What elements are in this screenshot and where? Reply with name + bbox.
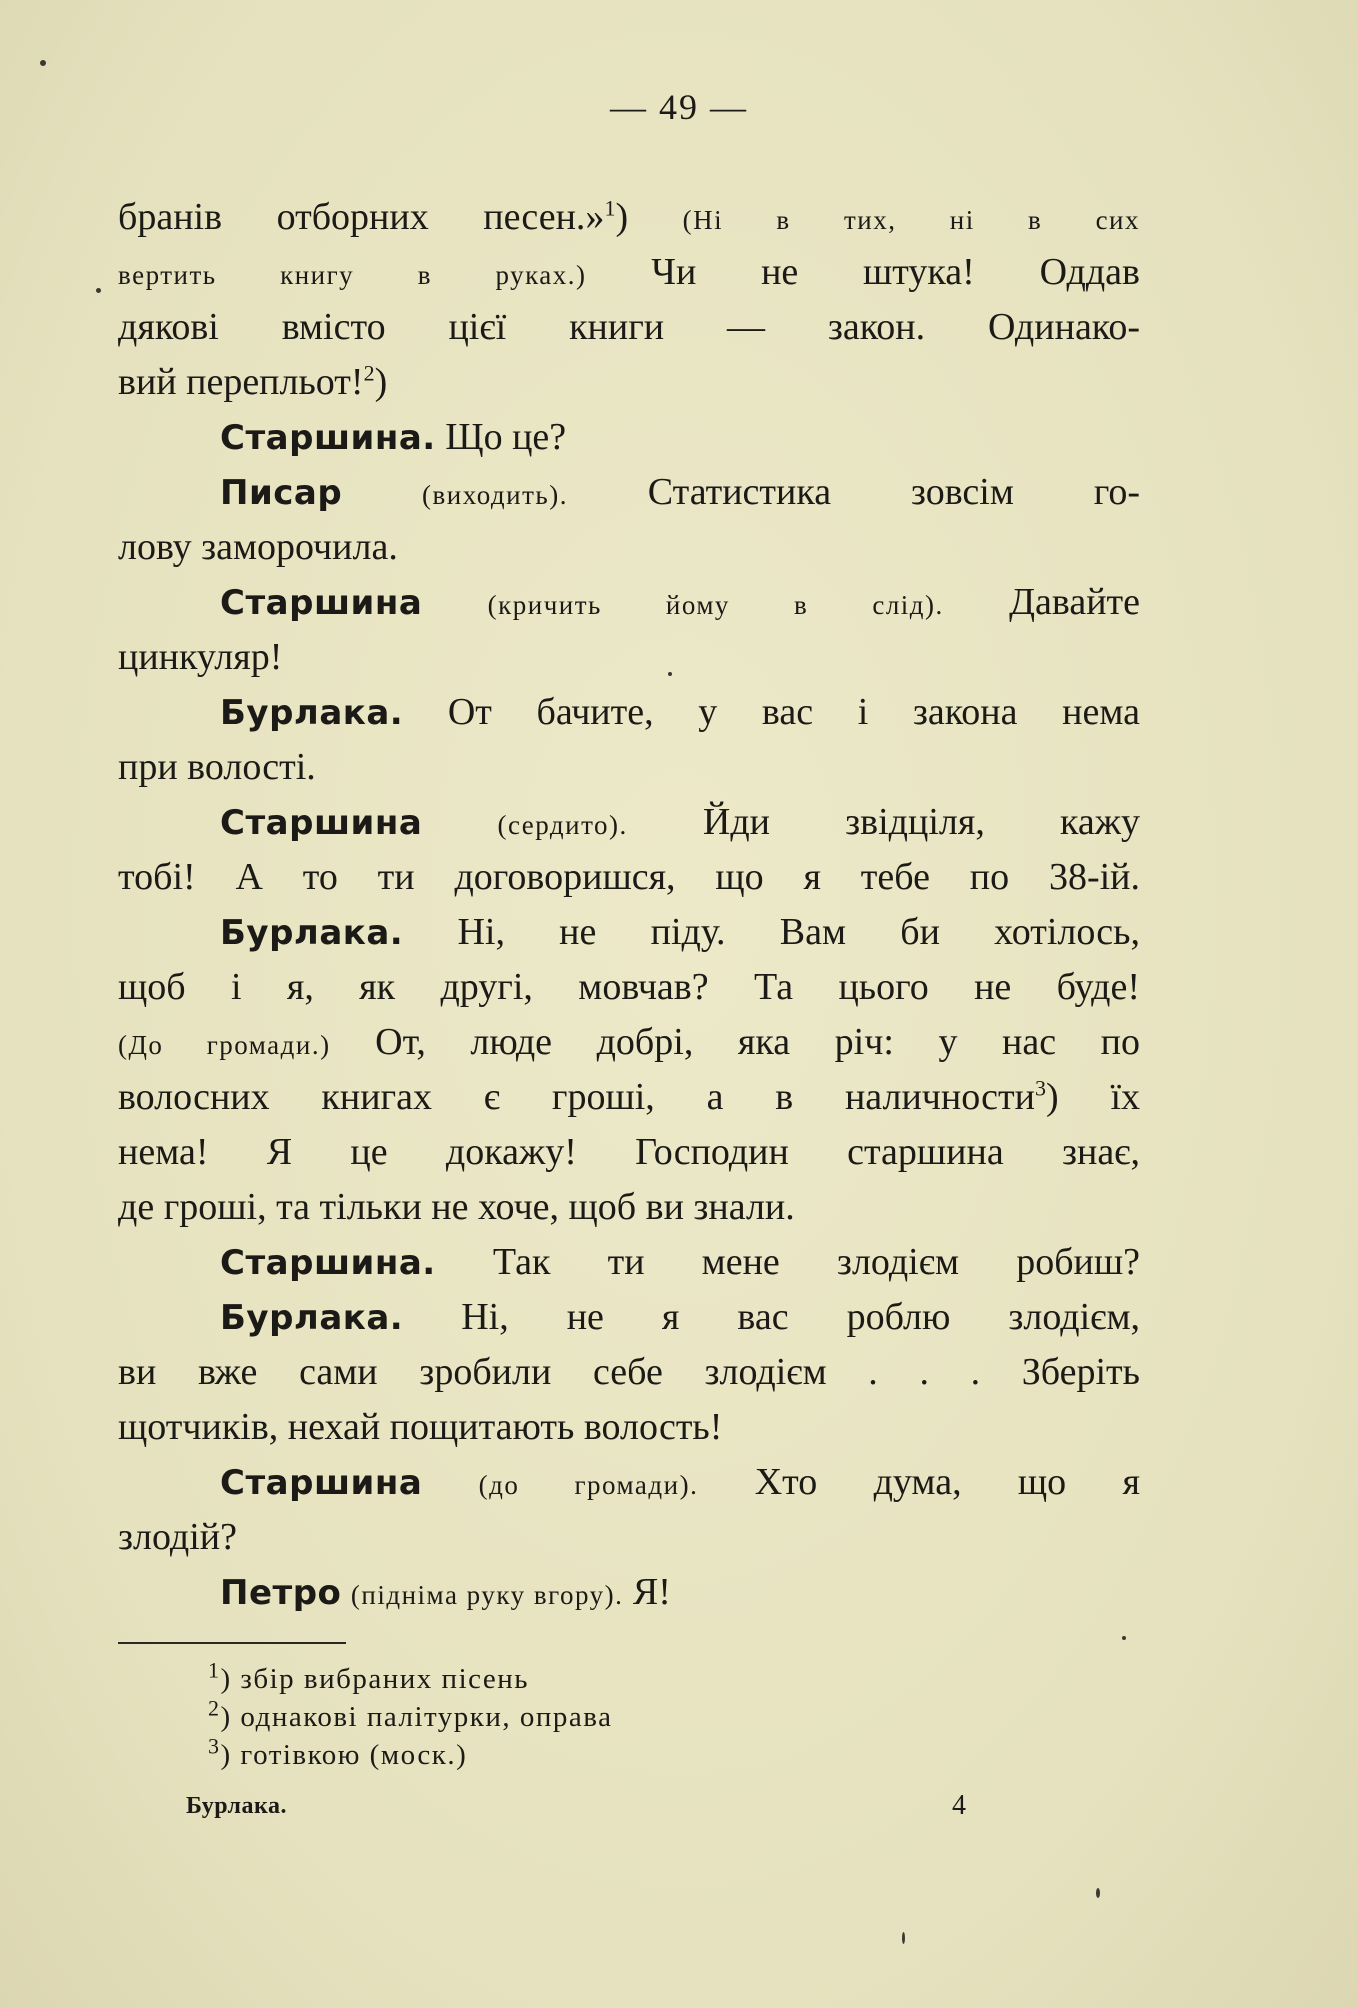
dialogue-text: ) їх	[1046, 1076, 1140, 1118]
sheet-mark: 4	[952, 1790, 966, 1821]
dialogue-text: От, люде добрі, яка річ: у нас по	[330, 1021, 1140, 1063]
text-line	[118, 795, 1140, 850]
stage-direction: (Ні в тих, ні в сих	[682, 205, 1141, 235]
text-line	[118, 685, 1140, 740]
dialogue-text: Ні, не я вас роблю злодієм,	[403, 1296, 1140, 1338]
stage-direction: (кричить йому в слід).	[487, 590, 944, 620]
text-line	[118, 410, 1140, 465]
text-line	[118, 300, 1140, 355]
dialogue-text	[422, 1461, 478, 1503]
speaker-name: Бурлака.	[220, 1298, 404, 1338]
stage-direction: (підніма руку вгору).	[350, 1580, 624, 1610]
text-line	[118, 960, 1140, 1015]
text-line	[118, 850, 1140, 905]
speaker-name: Бурлака.	[220, 913, 404, 953]
dialogue-text	[342, 471, 422, 513]
dialogue-text: вий перепльот!	[118, 361, 364, 403]
text-line	[118, 740, 1140, 795]
dialogue-text: )	[374, 361, 388, 403]
page-number: — 49 —	[610, 87, 748, 127]
footnote-text: ) однакові палітурки, оправа	[220, 1701, 613, 1733]
dialogue-text: де гроші, та тільки не хоче, щоб ви знали.	[118, 1186, 795, 1228]
text-line	[118, 1455, 1140, 1510]
footnote	[208, 1733, 612, 1774]
dialogue-text: Статистика зовсім го-	[567, 471, 1141, 513]
paper-speck	[96, 288, 101, 293]
footnote-divider	[118, 1642, 346, 1644]
play-text	[118, 190, 1140, 1620]
stage-direction: (сердито).	[497, 810, 628, 840]
printer-signature: Бурлака.	[186, 1793, 287, 1819]
paper-speck	[1122, 1636, 1126, 1640]
text-line	[118, 520, 1140, 575]
dialogue-text: Хто дума, що я	[698, 1461, 1140, 1503]
dialogue-text: Що це?	[435, 416, 567, 458]
text-line	[118, 1235, 1140, 1290]
text-line	[118, 1180, 1140, 1235]
dialogue-text: цинкуляр!	[118, 636, 283, 678]
footnote-text: ) збір вибраних пісень	[220, 1663, 529, 1695]
speaker-name: Старшина	[220, 583, 423, 623]
footnotes	[208, 1657, 613, 1774]
stage-direction: вертить книгу в руках.)	[118, 260, 587, 290]
dialogue-text: щоб і я, як другі, мовчав? Та цього не буде!	[118, 966, 1140, 1008]
dialogue-text: щотчиків, нехай пощитають волость!	[118, 1406, 723, 1448]
speaker-name: Старшина	[220, 1463, 423, 1503]
text-line	[118, 1510, 1140, 1565]
footnote-mark: 1	[208, 1657, 221, 1683]
dialogue-text: Я!	[623, 1571, 671, 1613]
text-line	[118, 355, 1140, 410]
text-line	[118, 190, 1140, 245]
dialogue-text: От бачите, у вас і закона нема	[403, 691, 1140, 733]
text-line	[118, 245, 1140, 300]
speaker-name: Старшина	[220, 803, 423, 843]
speaker-name: Старшина.	[220, 1243, 436, 1283]
paper-speck	[902, 1932, 905, 1944]
footnote-text: ) готівкою (моск.)	[220, 1739, 468, 1771]
text-line	[118, 1070, 1140, 1125]
stage-direction: (До громади.)	[118, 1030, 331, 1060]
dialogue-text: бранів отборних песен.»	[118, 196, 605, 238]
dialogue-text: дякові вмісто цієї книги — закон. Одинако-	[118, 306, 1140, 348]
footnote-reference: 1	[604, 195, 616, 221]
stage-direction: (до громади).	[478, 1470, 699, 1500]
dialogue-text: )	[615, 196, 683, 238]
paper-speck	[1096, 1888, 1100, 1898]
text-line	[118, 1400, 1140, 1455]
text-line	[118, 465, 1140, 520]
dialogue-text	[422, 581, 487, 623]
dialogue-text: при волості.	[118, 746, 316, 788]
dialogue-text	[341, 1571, 351, 1613]
dialogue-text: злодій?	[118, 1516, 237, 1558]
speaker-name: Писар	[220, 473, 343, 513]
paper-speck	[40, 60, 46, 66]
dialogue-text: нема! Я це докажу! Господин старшина знає,	[118, 1131, 1140, 1173]
dialogue-text: ви вже сами зробили себе злодієм . . . Зберіть	[118, 1351, 1140, 1393]
footnote	[208, 1695, 613, 1736]
footnote	[208, 1657, 612, 1698]
dialogue-text: Йди звідціля, кажу	[627, 801, 1140, 843]
footnote-reference: 2	[363, 360, 375, 386]
speaker-name: Старшина.	[220, 418, 436, 458]
dialogue-text: Давайте	[943, 581, 1141, 623]
stage-direction: (виходить).	[422, 480, 568, 510]
dialogue-text: лову заморочила.	[118, 526, 398, 568]
footnote-reference: 3	[1035, 1075, 1046, 1101]
dialogue-text	[422, 801, 497, 843]
text-line	[118, 575, 1140, 630]
dialogue-text: Ні, не піду. Вам би хотілось,	[403, 911, 1140, 953]
paper-speck	[668, 672, 672, 676]
text-line	[118, 1290, 1140, 1345]
footnote-mark: 2	[208, 1695, 221, 1721]
dialogue-text: Так ти мене злодієм робиш?	[435, 1241, 1140, 1283]
dialogue-text: тобі! А то ти договоришся, що я тебе по 38-ій.	[118, 856, 1140, 898]
dialogue-text: волосних книгах є гроші, а в наличности	[118, 1076, 1035, 1118]
text-line	[118, 1345, 1140, 1400]
text-line	[118, 630, 1140, 685]
footnote-mark: 3	[208, 1733, 221, 1759]
text-line	[118, 1015, 1140, 1070]
dialogue-text: Чи не штука! Оддав	[586, 251, 1140, 293]
speaker-name: Бурлака.	[220, 693, 404, 733]
text-line	[118, 905, 1140, 960]
text-line	[118, 1125, 1140, 1180]
text-line	[118, 1565, 1140, 1620]
speaker-name: Петро	[220, 1573, 342, 1613]
